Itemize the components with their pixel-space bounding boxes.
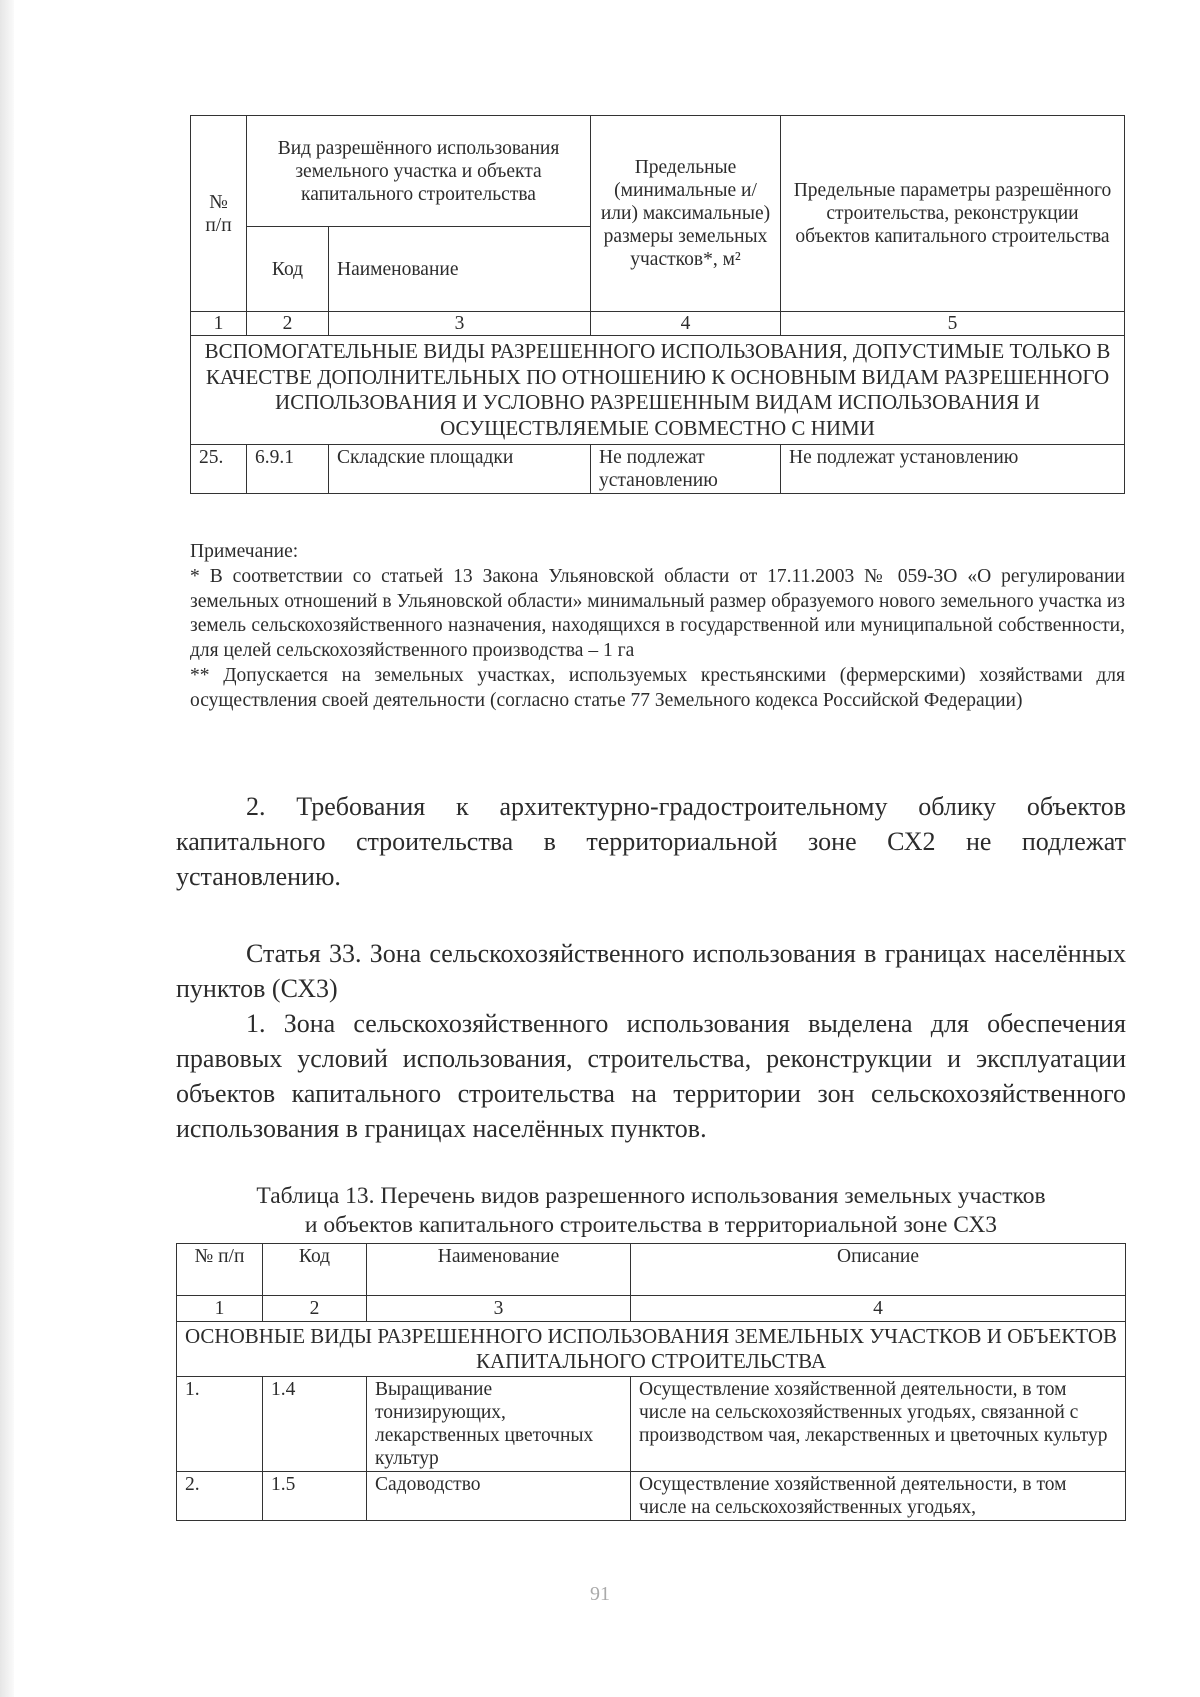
paragraph-2-text: 2. Требования к архитектурно-градостроительному облику объектов капитального строительства в территориальной зоне СХ2 не подлежат установлению. bbox=[176, 792, 1126, 892]
article-heading: Статья 33. Зона сельскохозяйственного использования в границах населённых пунктов (СХ3) bbox=[176, 939, 1126, 1004]
notes-title: Примечание: bbox=[190, 541, 299, 562]
header-code: Код bbox=[247, 227, 329, 312]
caption-line-2: и объектов капитального строительства в территориальной зоне СХ3 bbox=[304, 1211, 998, 1238]
column-number: 4 bbox=[631, 1296, 1126, 1322]
table-row bbox=[191, 445, 1125, 494]
table-13 bbox=[176, 1243, 1126, 1521]
column-number: 2 bbox=[247, 312, 329, 336]
note-2: ** Допускается на земельных участках, используемых крестьянскими (фермерскими) хозяйствами для осуществления своей деятельности (согласно статье 77 Земельного кодекса Российской Федерации) bbox=[190, 664, 1125, 711]
page-number: 91 bbox=[590, 1583, 610, 1605]
column-number: 1 bbox=[177, 1296, 263, 1322]
scan-edge-shadow bbox=[0, 0, 14, 1697]
section-heading: ВСПОМОГАТЕЛЬНЫЕ ВИДЫ РАЗРЕШЕННОГО ИСПОЛЬЗОВАНИЯ, ДОПУСТИМЫЕ ТОЛЬКО В КАЧЕСТВЕ ДОПОЛНИТЕЛЬНЫХ ПО ОТНОШЕНИЮ К ОСНОВНЫМ ВИДАМ РАЗРЕШЕННОГО ИСПОЛЬЗОВАНИЯ И УСЛОВНО РАЗРЕШЕННЫМ ВИДАМ ИСПОЛЬЗОВАНИЯ И ОСУЩЕСТВЛЯЕМЫЕ СОВМЕСТНО С НИМИ bbox=[191, 336, 1125, 445]
row-code: 1.5 bbox=[263, 1472, 367, 1521]
header-sizes: Предельные (минимальные и/или) максимальные) размеры земельных участков*, м² bbox=[591, 116, 781, 312]
table-13-caption bbox=[176, 1182, 1126, 1239]
caption-line-1: Таблица 13. Перечень видов разрешенного использования земельных участков bbox=[256, 1183, 1046, 1209]
column-number: 1 bbox=[191, 312, 247, 336]
notes-block bbox=[190, 540, 1125, 713]
header-name: Наименование bbox=[367, 1244, 631, 1296]
row-sizes: Не подлежат установлению bbox=[591, 445, 781, 494]
column-number: 4 bbox=[591, 312, 781, 336]
column-number: 3 bbox=[367, 1296, 631, 1322]
section-heading: ОСНОВНЫЕ ВИДЫ РАЗРЕШЕННОГО ИСПОЛЬЗОВАНИЯ ЗЕМЕЛЬНЫХ УЧАСТКОВ И ОБЪЕКТОВ КАПИТАЛЬНОГО СТРОИТЕЛЬСТВА bbox=[177, 1322, 1126, 1377]
row-num: 2. bbox=[177, 1472, 263, 1521]
row-desc: Осуществление хозяйственной деятельности, в том числе на сельскохозяйственных угодьях, bbox=[631, 1472, 1126, 1521]
note-1: * В соответствии со статьей 13 Закона Ульяновской области от 17.11.2003 № 059-ЗО «О регулировании земельных отношений в Ульяновской области» минимальный размер образуемого нового земельного участка из земель сельскохозяйственного назначения, находящихся в государственной или муниципальной собственности, для целей сельскохозяйственного производства – 1 га bbox=[190, 565, 1125, 661]
row-code: 1.4 bbox=[263, 1377, 367, 1472]
row-num: 25. bbox=[191, 445, 247, 494]
row-desc: Осуществление хозяйственной деятельности, в том числе на сельскохозяйственных угодьях, связанной с производством чая, лекарственных и цветочных культур bbox=[631, 1377, 1126, 1472]
row-code: 6.9.1 bbox=[247, 445, 329, 494]
table-row bbox=[177, 1377, 1126, 1472]
header-desc: Описание bbox=[631, 1244, 1126, 1296]
header-params: Предельные параметры разрешённого строительства, реконструкции объектов капитального строительства bbox=[781, 116, 1125, 312]
row-name: Садоводство bbox=[367, 1472, 631, 1521]
land-use-parameters-table bbox=[190, 115, 1125, 494]
row-num: 1. bbox=[177, 1377, 263, 1472]
table-row bbox=[177, 1472, 1126, 1521]
column-number: 5 bbox=[781, 312, 1125, 336]
column-number: 3 bbox=[329, 312, 591, 336]
header-num: № п/п bbox=[177, 1244, 263, 1296]
row-name: Складские площадки bbox=[329, 445, 591, 494]
header-num: № п/п bbox=[191, 116, 247, 312]
header-name: Наименование bbox=[329, 227, 591, 312]
row-name: Выращивание тонизирующих, лекарственных цветочных культур bbox=[367, 1377, 631, 1472]
header-vid: Вид разрешённого использования земельного участка и объекта капитального строительства bbox=[247, 116, 591, 227]
column-number: 2 bbox=[263, 1296, 367, 1322]
article-33 bbox=[176, 936, 1126, 1147]
paragraph-2 bbox=[176, 789, 1126, 894]
header-code: Код bbox=[263, 1244, 367, 1296]
article-paragraph-1: 1. Зона сельскохозяйственного использования выделена для обеспечения правовых условий использования, строительства, реконструкции и эксплуатации объектов капитального строительства на территории зон сельскохозяйственного использования в границах населённых пунктов. bbox=[176, 1009, 1126, 1144]
row-params: Не подлежат установлению bbox=[781, 445, 1125, 494]
